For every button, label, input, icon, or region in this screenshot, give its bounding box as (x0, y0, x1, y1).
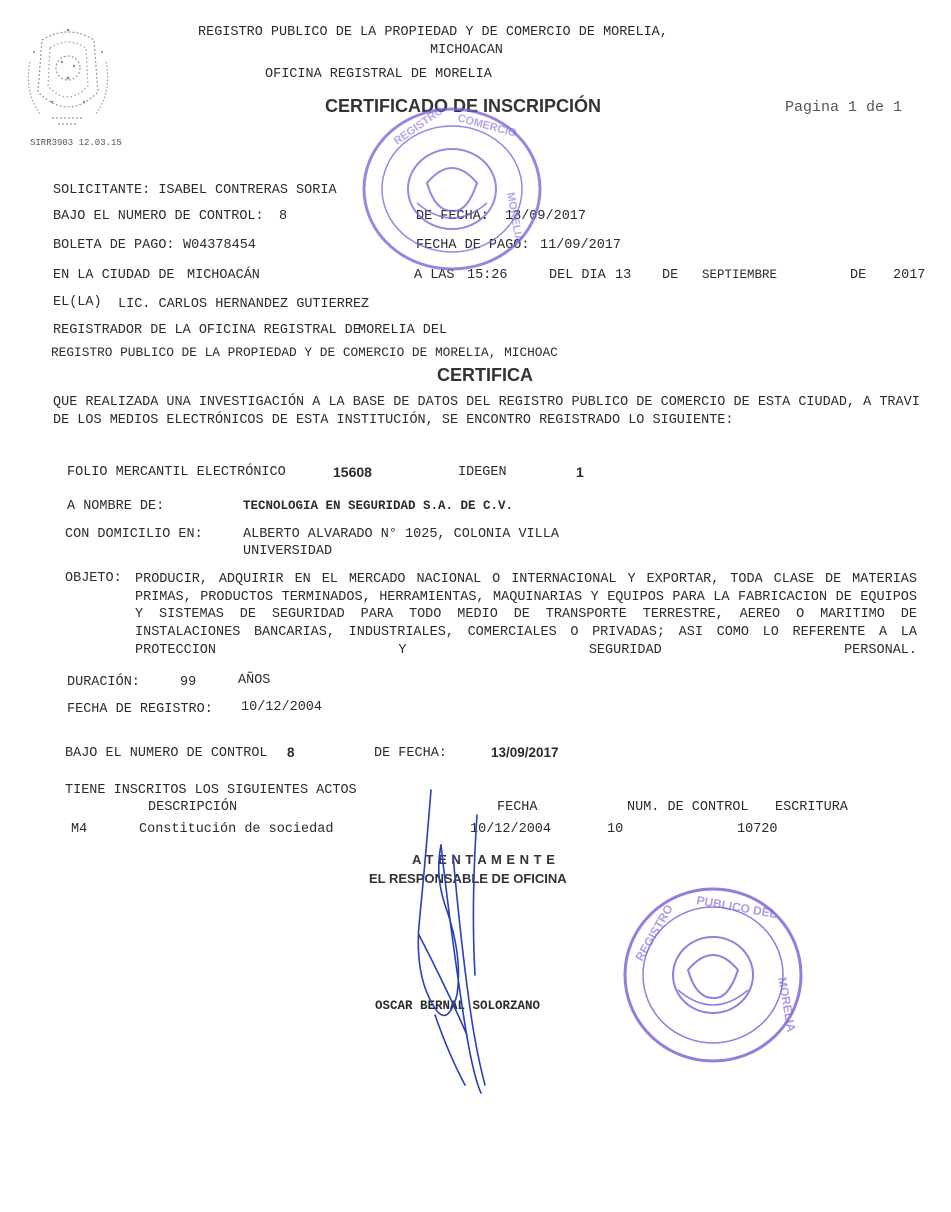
control-label: BAJO EL NUMERO DE CONTROL: (53, 209, 264, 224)
svg-text:REGISTRO: REGISTRO (391, 104, 446, 148)
registrar-line1-label: REGISTRADOR DE LA OFICINA REGISTRAL DE (53, 323, 361, 338)
solicitante: SOLICITANTE: ISABEL CONTRERAS SORIA (53, 183, 337, 198)
fecha-label: DE FECHA: (416, 209, 489, 224)
certifica-text-1: QUE REALIZADA UNA INVESTIGACIÓN A LA BASE DE DATOS DEL REGISTRO PUBLICO DE COMERCIO DE ESTA CIUDAD, A TRAVI (53, 395, 920, 410)
duracion-unit: AÑOS (238, 673, 271, 688)
ciudad-label: EN LA CIUDAD DE (53, 268, 175, 283)
handwritten-signature (405, 785, 495, 1100)
el-la-label: EL(LA) (53, 295, 102, 310)
actos-intro: TIENE INSCRITOS LOS SIGUIENTES ACTOS (65, 783, 357, 798)
a-las-label: A LAS (414, 268, 455, 283)
header-line-2: MICHOACAN (430, 43, 503, 58)
actos-header-control: NUM. DE CONTROL (627, 800, 749, 815)
de-label-2: DE (850, 268, 867, 283)
objeto-label: OBJETO: (65, 571, 122, 586)
coat-of-arms-emblem (22, 22, 114, 134)
registry-seal-stamp-2 (618, 882, 808, 1068)
domicilio-line-2: UNIVERSIDAD (243, 544, 333, 559)
objeto-text: PRODUCIR, ADQUIRIR EN EL MERCADO NACIONAL O INTERNACIONAL Y EXPORTAR, TODA CLASE DE MATERIAS PRIMAS, PRODUCTOS TERMINADOS, HERRAMIENTAS, MAQUINARIAS Y EQUIPOS PARA LA FABRICACION DE EQUIPOS Y SISTEMAS DE SEGURIDAD PARA TODO MEDIO DE TRANSPORTE TERRESTRE, AEREO O MARITIMO DE INSTALACIONES BANCARIAS, INDUSTRIALES, COMERCIALES O PRIVADAS; ASI COMO LO REFERENTE A LA PROTECCION Y SEGURIDAD PERSONAL. (135, 572, 917, 658)
idegen-value: 1 (576, 464, 584, 480)
svg-text:MORELIA: MORELIA (504, 191, 525, 244)
actos-header-escritura: ESCRITURA (775, 800, 848, 815)
atentamente: A T E N T A M E N T E (412, 852, 556, 867)
acto-descripcion: Constitución de sociedad (139, 822, 334, 837)
actos-header-descripcion: DESCRIPCIÓN (148, 800, 238, 815)
domicilio-line-1: ALBERTO ALVARADO N° 1025, COLONIA VILLA (243, 527, 559, 542)
acto-control: 10 (607, 822, 624, 837)
fecha-registro-value: 10/12/2004 (241, 700, 323, 715)
del-dia-label: DEL DIA (549, 268, 606, 283)
svg-text:REGISTRO: REGISTRO (632, 902, 676, 964)
control2-value: 8 (287, 745, 295, 760)
svg-text:COMERCIO: COMERCIO (456, 112, 518, 140)
nombre-label: A NOMBRE DE: (67, 499, 165, 514)
registrar-line1-value: MORELIA DEL (358, 323, 448, 338)
domicilio-label: CON DOMICILIO EN: (65, 527, 203, 542)
responsable-de-oficina: EL RESPONSABLE DE OFICINA (369, 871, 567, 886)
mes-value: SEPTIEMBRE (702, 268, 778, 282)
svg-text:MORELIA: MORELIA (775, 976, 799, 1034)
certifica-text-2: DE LOS MEDIOS ELECTRÓNICOS DE ESTA INSTITUCIÓN, SE ENCONTRO REGISTRADO LO SIGUIENTE: (53, 413, 734, 428)
registry-seal-stamp (357, 103, 547, 275)
boleta-label: BOLETA DE PAGO: (53, 238, 175, 253)
de-label-1: DE (662, 268, 679, 283)
control2-fecha-value: 13/09/2017 (491, 745, 559, 760)
firmante: OSCAR BERNAL SOLORZANO (375, 999, 541, 1013)
fecha-value: 13/09/2017 (505, 209, 587, 224)
fecha-pago-label: FECHA DE PAGO: (416, 238, 530, 253)
header-line-1: REGISTRO PUBLICO DE LA PROPIEDAD Y DE COMERCIO DE MORELIA, (198, 25, 668, 40)
folio-value: 15608 (333, 464, 372, 480)
page-indicator: Pagina 1 de 1 (785, 99, 903, 116)
registrar-name: LIC. CARLOS HERNANDEZ GUTIERREZ (118, 297, 370, 312)
fecha-registro-label: FECHA DE REGISTRO: (67, 702, 213, 717)
duracion-label: DURACIÓN: (67, 675, 140, 690)
actos-header-fecha: FECHA (497, 800, 538, 815)
fecha-pago-value: 11/09/2017 (540, 238, 622, 253)
registrar-line2: REGISTRO PUBLICO DE LA PROPIEDAD Y DE COMERCIO DE MORELIA, MICHOAC (51, 345, 558, 360)
hora-value: 15:26 (467, 268, 508, 283)
svg-text:PUBLICO DEL: PUBLICO DEL (695, 893, 779, 922)
folio-label: FOLIO MERCANTIL ELECTRÓNICO (67, 465, 286, 480)
idegen-label: IDEGEN (458, 465, 507, 480)
control2-fecha-label: DE FECHA: (374, 746, 447, 761)
form-code: SIRR3903 12.03.15 (30, 138, 122, 148)
duracion-value: 99 (180, 675, 197, 690)
anio-value: 2017 (893, 268, 926, 283)
office-name: OFICINA REGISTRAL DE MORELIA (265, 67, 492, 82)
document-title: CERTIFICADO DE INSCRIPCIÓN (325, 96, 602, 116)
acto-fecha: 10/12/2004 (470, 822, 552, 837)
control2-label: BAJO EL NUMERO DE CONTROL (65, 746, 268, 761)
certifica-heading: CERTIFICA (437, 365, 533, 385)
acto-code: M4 (71, 822, 88, 837)
acto-escritura: 10720 (737, 822, 778, 837)
dia-value: 13 (615, 268, 632, 283)
nombre-value: TECNOLOGIA EN SEGURIDAD S.A. DE C.V. (243, 499, 514, 513)
boleta-value: W04378454 (183, 238, 256, 253)
ciudad-value: MICHOACÁN (187, 268, 260, 283)
control-value: 8 (279, 209, 288, 224)
